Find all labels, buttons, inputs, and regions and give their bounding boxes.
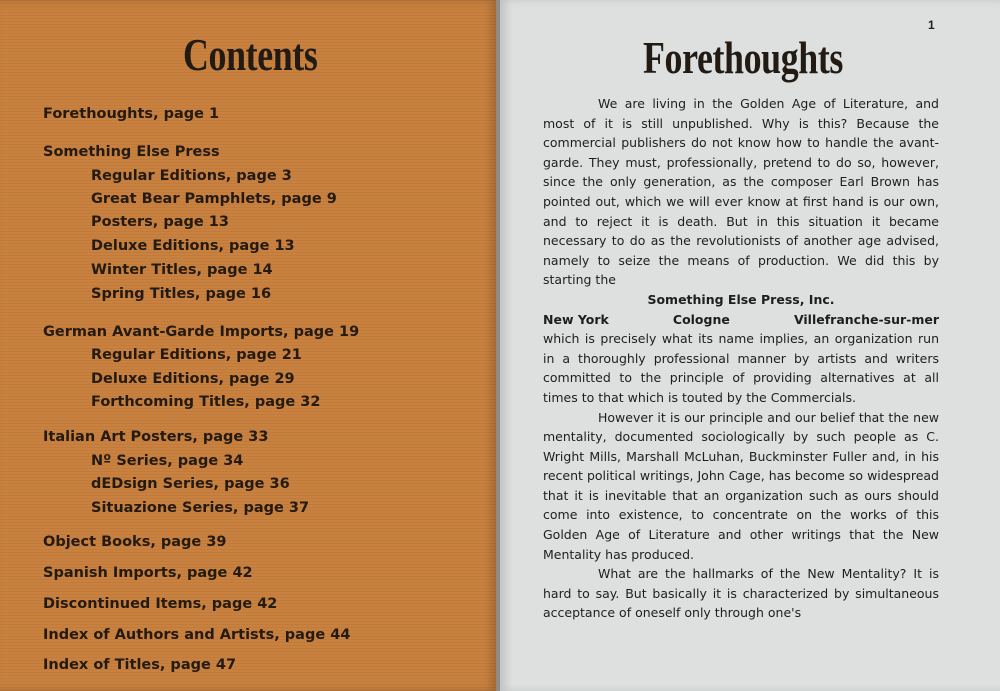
forethoughts-title: Forethoughts (643, 32, 843, 83)
toc-entry[interactable]: Nº Series, page 34 (91, 453, 244, 469)
contents-title: Contents (183, 29, 318, 80)
toc-entry[interactable]: Deluxe Editions, page 13 (91, 238, 295, 254)
press-cities (543, 310, 939, 330)
left-page (0, 0, 497, 691)
paragraph: What are the hallmarks of the New Mentality? It is hard to say. But basically it is characterized by simultaneous acceptance of oneself only through one's (543, 566, 939, 621)
toc-entry[interactable]: Index of Authors and Artists, page 44 (43, 627, 351, 643)
toc-entry[interactable]: Object Books, page 39 (43, 534, 227, 550)
toc-entry[interactable]: Spring Titles, page 16 (91, 286, 272, 302)
press-name: Something Else Press, Inc. (647, 291, 835, 307)
toc-entry[interactable]: Deluxe Editions, page 29 (91, 371, 295, 387)
forethoughts-body (543, 94, 939, 623)
toc-entry[interactable]: Italian Art Posters, page 33 (43, 429, 269, 445)
toc-entry[interactable]: Great Bear Pamphlets, page 9 (91, 191, 337, 207)
toc-entry[interactable]: dEDsign Series, page 36 (91, 476, 290, 492)
toc-entry[interactable]: Regular Editions, page 3 (91, 168, 292, 184)
toc-entry[interactable]: Forthcoming Titles, page 32 (91, 394, 321, 410)
paragraph: We are living in the Golden Age of Literature, and most of it is still unpublished. Why is this? Because the commercial publishers do not know how to handle the avant-garde. They must, professionally, pretend to do so, however, since the only generation, as the composer Earl Brown has pointed out, which we will ever know at first hand is our own, and to reject it is death. But in this situation it became necessary to do as the revolutionists of another age advised, namely to seize the means of production. We did this by starting the (543, 96, 939, 288)
city: New York (543, 311, 609, 327)
toc-entry[interactable]: Forethoughts, page 1 (43, 106, 220, 122)
city: Cologne (672, 311, 730, 327)
toc-entry[interactable]: German Avant-Garde Imports, page 19 (43, 324, 360, 340)
toc-entry[interactable]: Regular Editions, page 21 (91, 347, 302, 363)
paragraph: However it is our principle and our belief that the new mentality, documented sociologically by such people as C. Wright Mills, Marshall McLuhan, Buckminster Fuller and, in his recent political writings, John Cage, has become so widespread that it is inevitable that an organization such as ours should come into existence, to concentrate on the works of this Golden Age of Literature and other writings that the New Mentality has produced. (543, 409, 939, 562)
toc-entry[interactable]: Discontinued Items, page 42 (43, 596, 278, 612)
toc-entry[interactable]: Index of Titles, page 47 (43, 657, 237, 673)
page-number: 1 (928, 18, 935, 32)
toc-entry[interactable]: Situazione Series, page 37 (91, 500, 310, 516)
toc-entry[interactable]: Posters, page 13 (91, 214, 229, 230)
city: Villefranche-sur-mer (793, 311, 939, 327)
toc-entry[interactable]: Winter Titles, page 14 (91, 262, 273, 278)
toc-entry[interactable]: Spanish Imports, page 42 (43, 565, 253, 581)
paragraph: which is precisely what its name implies, an organization run in a thoroughly professional manner by artists and writers committed to the principle of providing alternatives at all times to that which is touted by the Commercials. (543, 331, 939, 405)
toc-entry[interactable]: Something Else Press (43, 144, 220, 160)
